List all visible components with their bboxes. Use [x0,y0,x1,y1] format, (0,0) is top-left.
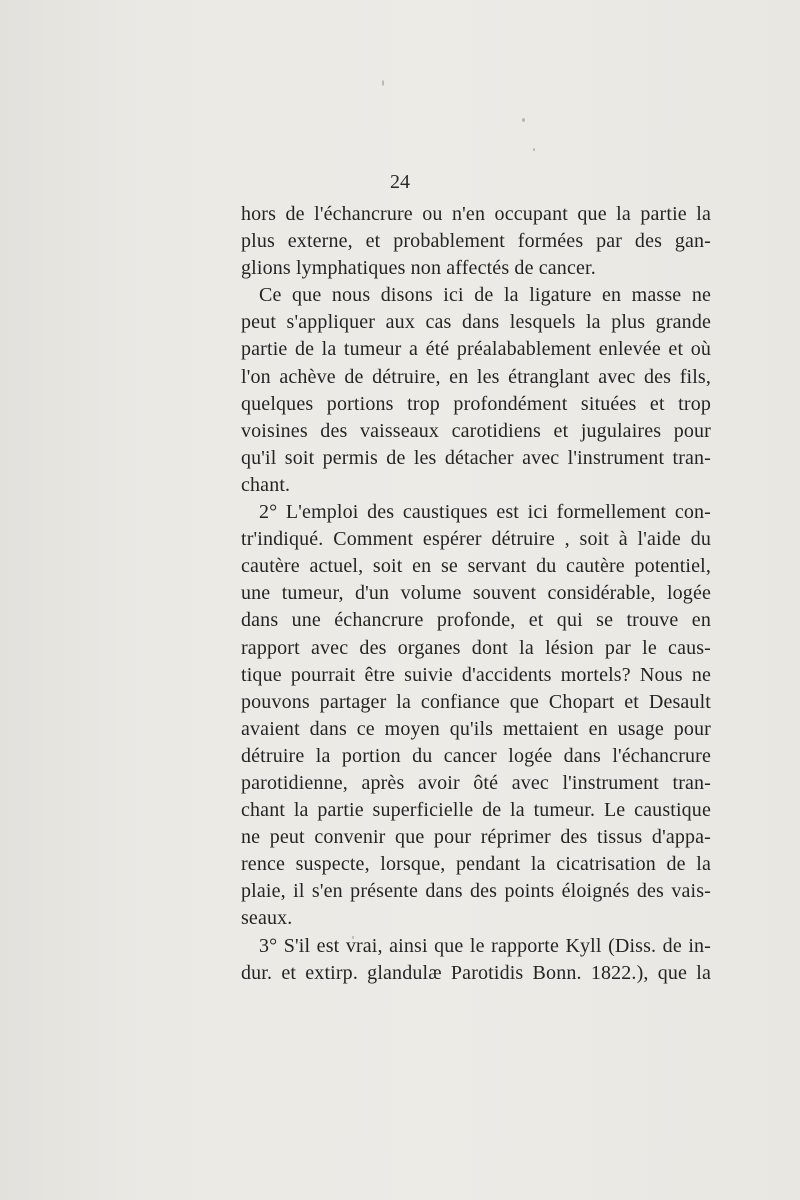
text-line: qu'il soit permis de les détacher avec l'instrument tran- [241,446,711,469]
text-line: dans une échancrure profonde, et qui se trouve en [241,609,711,632]
body-text [241,201,711,987]
text-line: seaux. [241,907,293,930]
text-line: ne peut convenir que pour réprimer des tissus d'appa- [241,826,711,849]
text-line: quelques portions trop profondément situées et trop [241,392,711,415]
text-line: partie de la tumeur a été préalabablement enlevée et où [241,338,711,361]
text-line: une tumeur, d'un volume souvent considérable, logée [241,582,711,605]
text-line: cautère actuel, soit en se servant du cautère potentiel, [241,555,711,578]
text-line: hors de l'échancrure ou n'en occupant que la partie la [241,203,711,225]
text-line: glions lymphatiques non affectés de cancer. [241,257,596,280]
text-line: plus externe, et probablement formées par des gan- [241,230,711,253]
text-line: Ce que nous disons ici de la ligature en masse ne [259,284,711,307]
text-line: tique pourrait être suivie d'accidents mortels? Nous ne [241,663,711,686]
text-line: avaient dans ce moyen qu'ils mettaient en usage pour [241,717,711,740]
text-line: détruire la portion du cancer logée dans l'échancrure [241,744,711,767]
text-line: parotidienne, après avoir ôté avec l'instrument tran- [241,771,711,794]
text-line: peut s'appliquer aux cas dans lesquels la plus grande [241,311,711,334]
paper-speck [382,80,384,86]
text-line: voisines des vaisseaux carotidiens et jugulaires pour [241,419,711,442]
text-line: tr'indiqué. Comment espérer détruire , soit à l'aide du [241,528,711,551]
text-line: 2° L'emploi des caustiques est ici formellement con- [259,501,711,524]
paper-speck [522,118,525,122]
paper-speck [533,148,535,151]
text-line: plaie, il s'en présente dans des points éloignés des vais- [241,880,711,903]
text-line: dur. et extirp. glandulæ Parotidis Bonn. 1822.), que la [241,961,711,984]
text-line: pouvons partager la confiance que Chopart et Desault [241,690,711,713]
text-line: chant la partie superficielle de la tumeur. Le caustique [241,799,711,822]
text-line: l'on achève de détruire, en les étranglant avec des fils, [241,365,711,388]
text-line: rapport avec des organes dont la lésion par le caus- [241,636,711,659]
text-line: 3° S'il est vrai, ainsi que le rapporte Kyll (Diss. de in- [259,934,711,957]
text-line: rence suspecte, lorsque, pendant la cicatrisation de la [241,853,711,876]
page-number: 24 [390,171,410,193]
text-line: chant. [241,473,291,496]
